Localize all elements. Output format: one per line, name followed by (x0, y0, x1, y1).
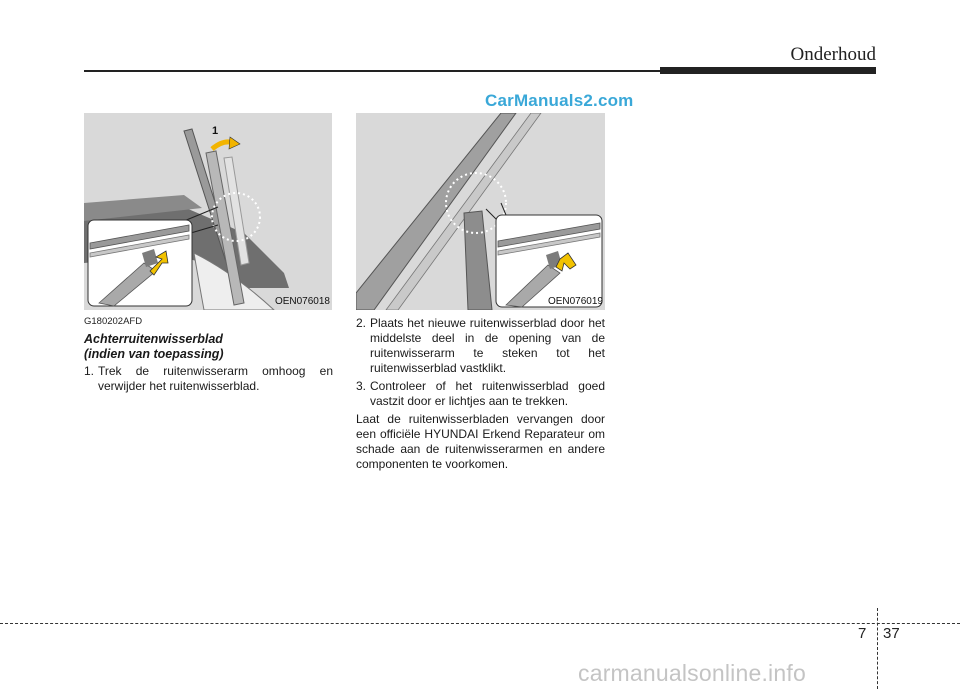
footer-divider (0, 623, 960, 624)
steps-right (356, 316, 605, 472)
section-code: G180202AFD (84, 316, 143, 327)
section-header-title: Onderhoud (790, 44, 876, 65)
page-number: 37 (883, 625, 900, 642)
section-title-line1: Achterruitenwisserblad (84, 332, 223, 346)
header-rule-thick (660, 67, 876, 74)
footer-watermark: carmanualsonline.info (578, 660, 806, 686)
figure-code: OEN076018 (274, 296, 330, 307)
step-number: 3. (356, 379, 367, 393)
steps-left (84, 364, 333, 394)
section-title (84, 332, 334, 362)
wiper-blade-install-illustration (356, 113, 605, 310)
step-item (84, 364, 333, 394)
note-paragraph: Laat de ruitenwisserbladen vervangen door een officiële HYUNDAI Erkend Reparateur om schade aan de ruitenwisserarmen en andere componenten te voorkomen. (356, 412, 605, 471)
step-item (356, 316, 605, 376)
step-number: 1. (84, 364, 95, 378)
header-rule-thin (84, 70, 660, 72)
step-number: 2. (356, 316, 367, 330)
footer-page-separator (877, 608, 878, 689)
section-title-line2: (indien van toepassing) (84, 347, 224, 361)
step-text: Plaats het nieuwe ruitenwisserblad door het middelste deel in de opening van de ruitenwisserarm te steken tot het ruitenwisserblad vastklikt. (370, 316, 605, 375)
step-text: Controleer of het ruitenwisserblad goed vastzit door er lichtjes aan te trekken. (370, 379, 605, 408)
watermark-logo: CarManuals2.com (485, 91, 634, 110)
figure-code: OEN076019 (547, 296, 603, 307)
chapter-number: 7 (858, 625, 867, 642)
figure-remove-wiper-blade (84, 113, 332, 310)
figure-install-wiper-blade (356, 113, 605, 310)
callout-number: 1 (212, 125, 219, 137)
wiper-arm-illustration (84, 113, 332, 310)
step-text: Trek de ruitenwisserarm omhoog en verwijder het ruitenwisserblad. (98, 364, 333, 393)
step-item (356, 379, 605, 409)
